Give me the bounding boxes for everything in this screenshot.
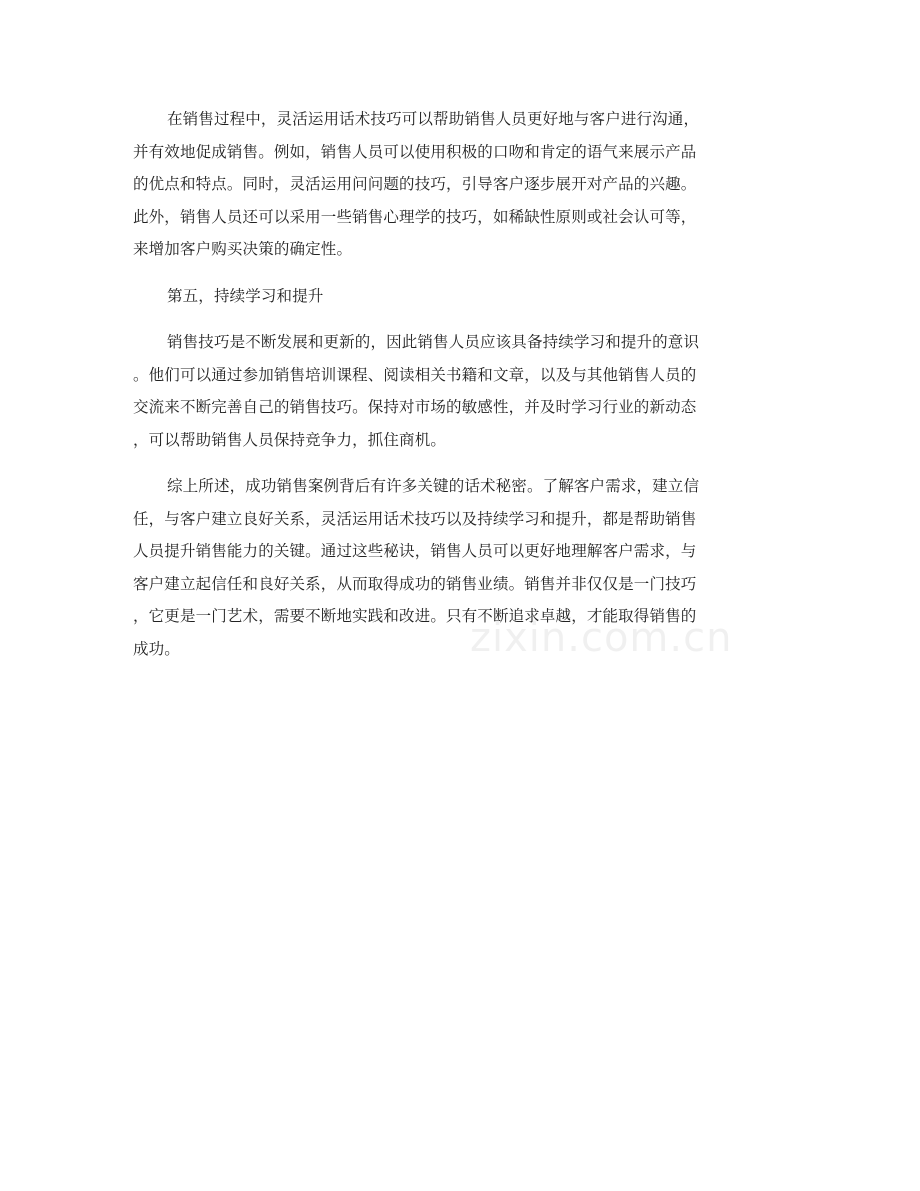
text-line: 综上所述，成功销售案例背后有许多关键的话术秘密。了解客户需求，建立信 (167, 477, 700, 495)
text-line: ，可以帮助销售人员保持竞争力，抓住商机。 (133, 430, 447, 449)
section-heading-fifth (133, 280, 788, 313)
text-line: 的优点和特点。同时，灵活运用问问题的技巧，引导客户逐步展开对产品的兴趣。 (133, 175, 697, 193)
watermark-logo: zixin.com.cn (470, 615, 733, 661)
text-line: 任，与客户建立良好关系，灵活运用话术技巧以及持续学习和提升，都是帮助销售 (133, 509, 697, 528)
paragraph-continuous-learning (133, 326, 788, 456)
text-line: 成功。 (133, 639, 180, 658)
document-body (133, 103, 788, 679)
text-line: 此外，销售人员还可以采用一些销售心理学的技巧，如稀缺性原则或社会认可等， (133, 207, 697, 226)
text-line: 销售技巧是不断发展和更新的，因此销售人员应该具备持续学习和提升的意识 (167, 333, 700, 351)
paragraph-sales-techniques (133, 103, 788, 266)
text-line: 并有效地促成销售。例如，销售人员可以使用积极的口吻和肯定的语气来展示产品 (133, 142, 697, 161)
text-line: 。他们可以通过参加销售培训课程、阅读相关书籍和文章，以及与其他销售人员的 (133, 365, 697, 384)
heading-text: 第五，持续学习和提升 (167, 286, 324, 305)
text-line: ，它更是一门艺术，需要不断地实践和改进。只有不断追求卓越，才能取得销售的 (133, 607, 697, 625)
paragraph-conclusion (133, 470, 788, 665)
text-line: 来增加客户购买决策的确定性。 (133, 240, 353, 258)
text-line: 在销售过程中，灵活运用话术技巧可以帮助销售人员更好地与客户进行沟通， (167, 110, 700, 128)
text-line: 客户建立起信任和良好关系，从而取得成功的销售业绩。销售并非仅仅是一门技巧 (133, 574, 697, 593)
text-line: 人员提升销售能力的关键。通过这些秘诀，销售人员可以更好地理解客户需求，与 (133, 542, 697, 560)
text-line: 交流来不断完善自己的销售技巧。保持对市场的敏感性，并及时学习行业的新动态 (133, 398, 697, 416)
